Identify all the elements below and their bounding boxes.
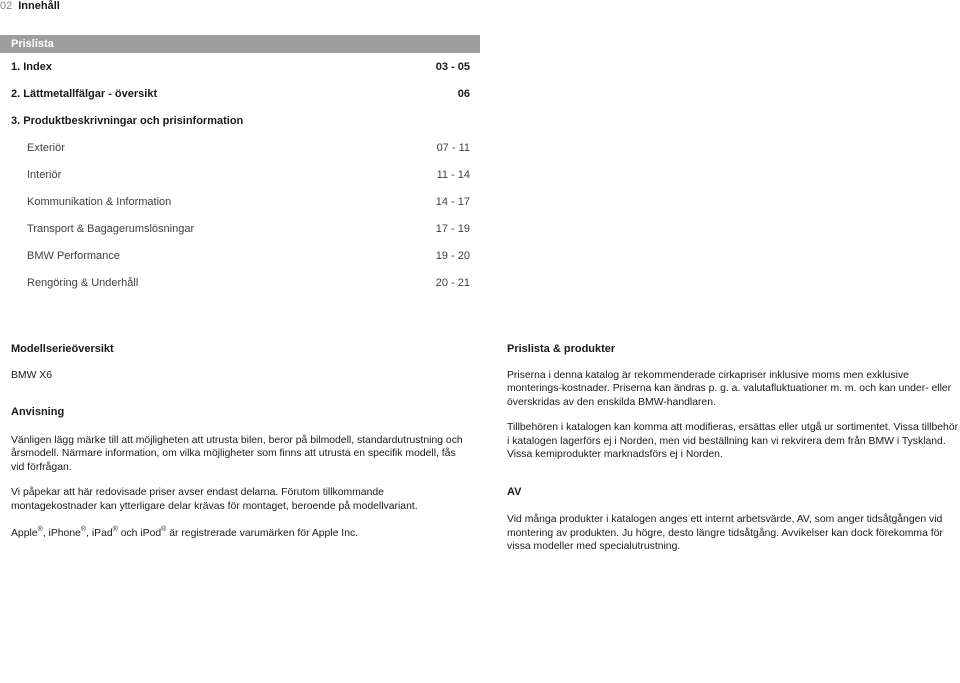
toc-subitem-label: Kommunikation & Information	[27, 196, 172, 208]
toc-subitem-pages: 19 - 20	[435, 250, 470, 262]
registered-mark: ®	[112, 526, 118, 533]
toc-item-wheels[interactable]	[0, 80, 480, 107]
toc-subitem-label: Interiör	[27, 169, 62, 181]
toc-item-pages: 03 - 05	[435, 61, 470, 73]
prices-paragraph-2: Tillbehören i katalogen kan komma att modifieras, ersättas eller utgå ur sortimentet. Vissa tillbehör i katalogen lagerförs ej i Norden, men vid beställning kan vi rekvirera dem från BMW i Tyskland. Vissa kemiprodukter marknadsförs ej i Norden.	[507, 422, 959, 460]
prices-heading: Prislista & produkter	[507, 343, 616, 355]
trademark-ipad: , iPad	[86, 528, 113, 539]
toc-subitem-interior[interactable]	[0, 161, 480, 188]
page-header	[0, 0, 60, 12]
trademark-ipod: och iPod	[117, 528, 162, 539]
left-column	[11, 343, 466, 541]
model-overview-heading: Modellserieöversikt	[11, 343, 114, 355]
notice-paragraph: Vänligen lägg märke till att möjligheten att utrusta bilen, beror på bilmodell, standardutrustning och årsmodell. Närmare information, om vilka möjligheter som finns att utrusta en specifik modell, fås vid förfrågan.	[11, 434, 463, 473]
toc-subitem-label: Rengöring & Underhåll	[27, 277, 139, 289]
toc-subitem-pages: 17 - 19	[435, 223, 470, 235]
toc-item-pages: 06	[457, 88, 470, 100]
page-title: Innehåll	[18, 0, 60, 12]
registered-mark: ®	[161, 526, 167, 533]
trademark-iphone: , iPhone	[42, 528, 81, 539]
toc-subitem-transport[interactable]	[0, 215, 480, 242]
toc-subitem-communication[interactable]	[0, 188, 480, 215]
trademark-apple: Apple	[11, 528, 38, 539]
toc-item-products[interactable]	[0, 107, 480, 134]
table-of-contents	[0, 35, 480, 296]
toc-item-label: 3. Produktbeskrivningar och prisinformation	[11, 115, 244, 127]
toc-subitem-pages: 11 - 14	[436, 169, 470, 181]
toc-subitem-exterior[interactable]	[0, 134, 480, 161]
av-heading: AV	[507, 485, 522, 498]
toc-subitem-cleaning[interactable]	[0, 269, 480, 296]
right-column	[507, 343, 960, 554]
toc-heading: Prislista	[0, 35, 480, 53]
model-name: BMW X6	[11, 369, 52, 381]
notice-heading: Anvisning	[11, 406, 65, 418]
trademark-notice	[11, 527, 466, 541]
prices-paragraph: Priserna i denna katalog är rekommenderade cirkapriser inklusive moms men exklusive monterings-kostnader. Priserna kan ändras p. g. a. valutafluktuationer m. m. och kan under- eller överskridas av den enskilda BMW-handlaren.	[507, 369, 952, 408]
toc-subitem-label: Transport & Bagagerumslösningar	[27, 223, 195, 235]
toc-item-index[interactable]	[0, 53, 480, 80]
registered-mark: ®	[37, 526, 43, 533]
toc-subitem-pages: 07 - 11	[436, 142, 470, 154]
toc-subitem-pages: 20 - 21	[435, 277, 470, 289]
trademark-tail: är registrerade varumärken för Apple Inc.	[166, 528, 359, 539]
toc-item-label: 1. Index	[11, 61, 52, 73]
page-number: 02	[0, 0, 13, 12]
registered-mark: ®	[80, 526, 87, 533]
notice-paragraph-2: Vi påpekar att här redovisade priser avser endast delarna. Förutom tillkommande montagekostnader kan ytterligare delar krävas för montaget, beroende på modellvariant.	[11, 487, 418, 512]
toc-subitem-label: Exteriör	[27, 142, 65, 154]
toc-subitem-pages: 14 - 17	[435, 196, 470, 208]
toc-item-label: 2. Lättmetallfälgar - översikt	[11, 88, 158, 100]
toc-subitem-performance[interactable]	[0, 242, 480, 269]
toc-subitem-label: BMW Performance	[27, 250, 120, 262]
av-paragraph: Vid många produkter i katalogen anges ett internt arbetsvärde, AV, som anger tidsåtgången vid montering av produkten. Ju högre, desto längre tidsåtgång. Avvikelser kan dock förekomma för vissa modeller med specialutrustning.	[507, 514, 943, 552]
